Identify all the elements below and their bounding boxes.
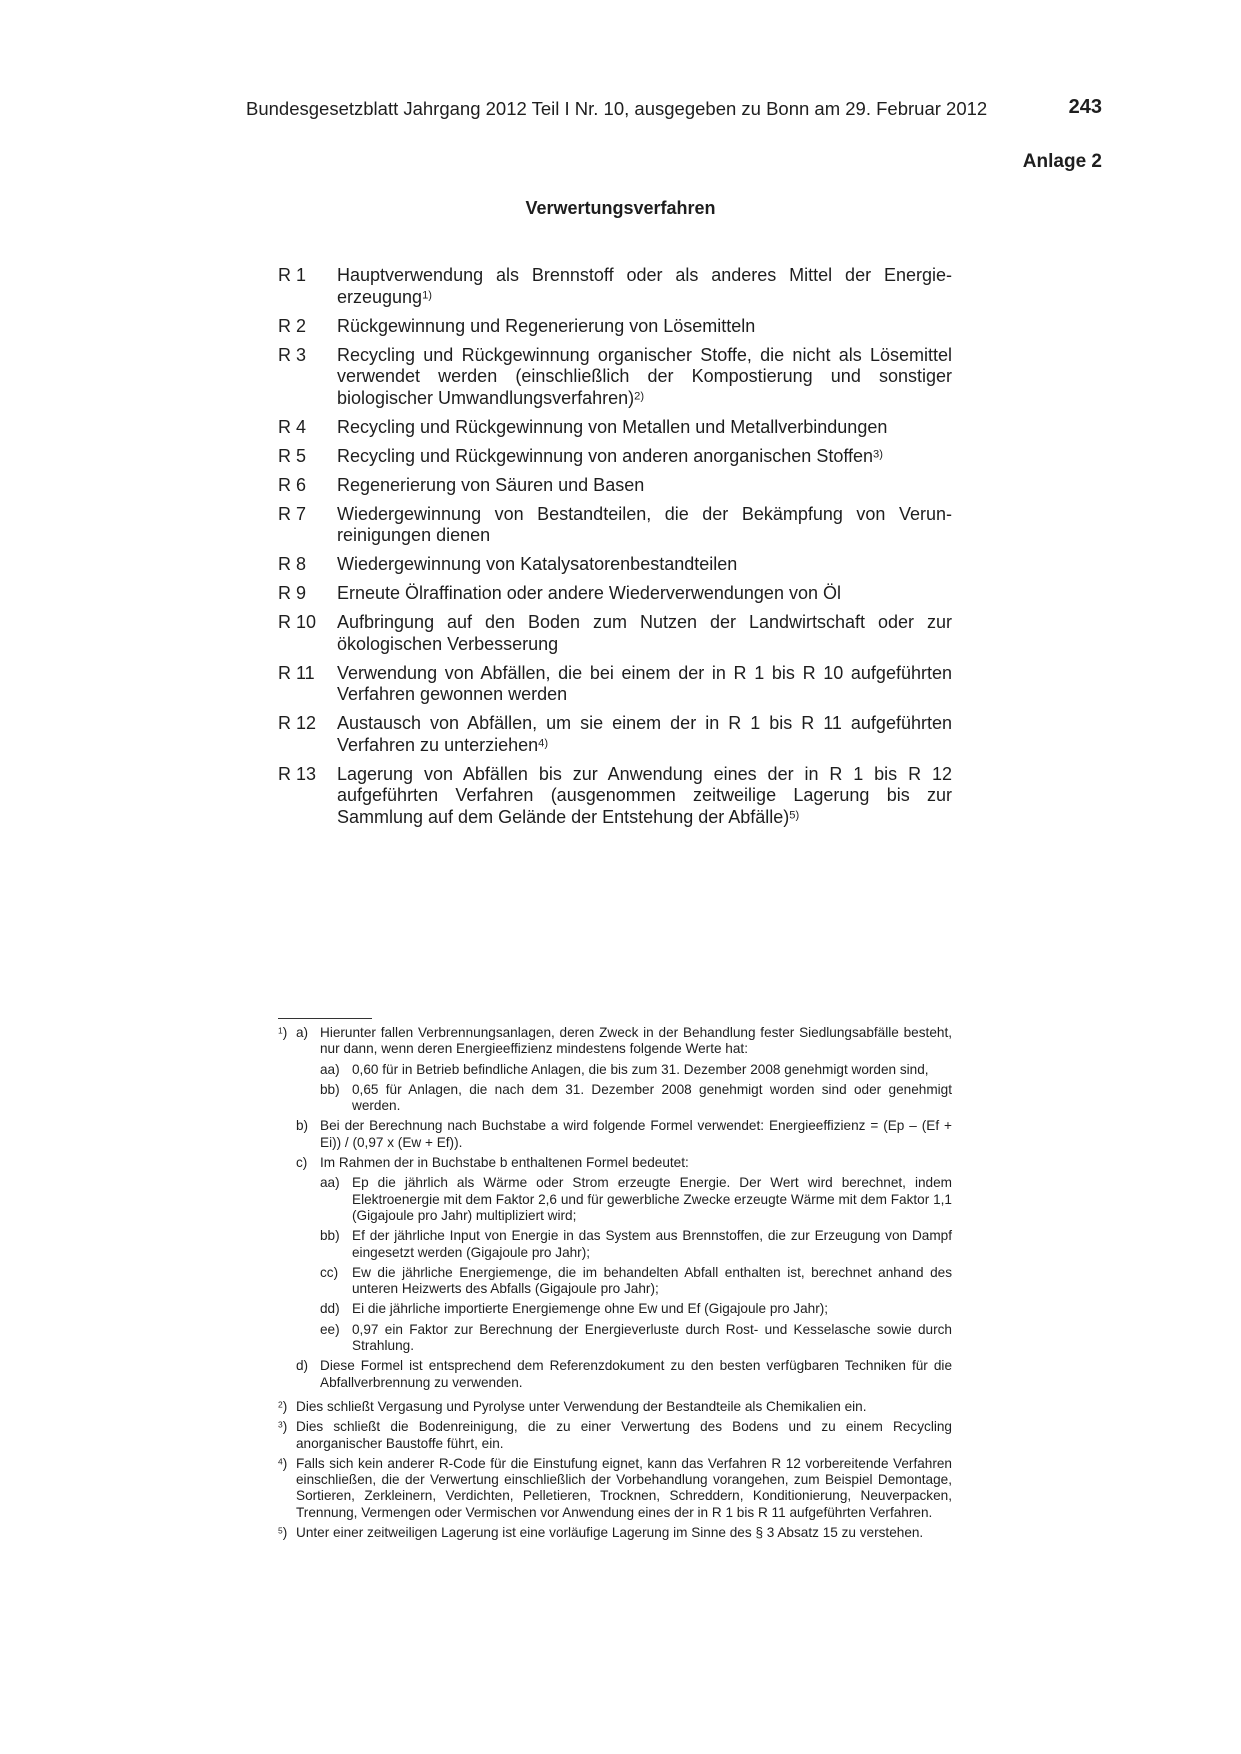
footnote-clause-b: b) Bei der Berechnung nach Buchstabe a wird folgende Formel verwendet: Energieeffizienz = (Ep – (Ef + Ei)) / (0,97 x (Ew + Ef)). [296, 1118, 952, 1150]
procedure-text: Verwendung von Abfällen, die bei einem der in R 1 bis R 10 aufgeführten Verfahren gewonnen werden [337, 662, 952, 704]
procedure-item [278, 417, 952, 439]
footnote-clause-d: d) Diese Formel ist entsprechend dem Referenzdokument zu den besten verfügbaren Techniken für die Abfallverbrennung zu verwenden. [296, 1358, 952, 1390]
footnote-clause-c: c) Im Rahmen der in Buchstabe b enthaltenen Formel bedeutet: [296, 1155, 689, 1171]
footnote-text: Unter einer zeitweiligen Lagerung ist eine vorläufige Lagerung im Sinne des § 3 Absatz 15 zu verstehen. [296, 1525, 924, 1541]
footnote-marker: $^2$) [278, 1398, 288, 1414]
footnote-3 [278, 1419, 952, 1452]
procedure-item [278, 663, 952, 706]
procedure-code: R 9 [278, 583, 307, 603]
footnote-subclause: aa) 0,60 für in Betrieb befindliche Anlagen, die bis zum 31. Dezember 2008 genehmigt worden sind, [320, 1061, 929, 1077]
procedure-text: Austausch von Abfällen, um sie einem der in R 1 bis R 11 aufgeführten Verfahren zu unterziehen$^{4)}$ [337, 713, 952, 755]
procedure-code: R 2 [278, 315, 307, 336]
procedure-text: Hauptverwendung als Brennstoff oder als anderes Mittel der Energieerzeugung$^{1)}$ [337, 265, 952, 307]
footnote-text: Dies schließt die Bodenreinigung, die zu einer Verwertung des Bodens und zu einem Recycling anorganischer Baustoffe führt, ein. [296, 1419, 952, 1451]
procedure-item [278, 475, 952, 497]
procedure-item [278, 554, 952, 576]
procedure-item [278, 764, 952, 829]
footnote-ref: 4) [538, 736, 549, 749]
footnote-subclause: bb) Ef der jährliche Input von Energie in das System aus Brennstoffen, die zur Erzeugung von Dampf eingesetzt werden (Gigajoule pro Jahr); [320, 1228, 952, 1260]
procedure-item [278, 345, 952, 410]
procedure-code: R 13 [278, 763, 317, 784]
section-title: Verwertungsverfahren [525, 198, 716, 218]
procedure-text: Regenerierung von Säuren und Basen [337, 474, 645, 495]
footnote-marker: $^5$) [278, 1525, 288, 1541]
procedure-code: R 10 [278, 612, 317, 632]
footnote-subclause: dd) Ei die jährliche importierte Energiemenge ohne Ew und Ef (Gigajoule pro Jahr); [320, 1301, 829, 1317]
annex-label: Anlage 2 [1022, 151, 1102, 172]
procedure-text: Erneute Ölraffination oder andere Wiederverwendungen von Öl [337, 583, 841, 603]
footnote-clause-a: a) Hierunter fallen Verbrennungsanlagen, deren Zweck in der Behandlung fester Siedlungsabfälle besteht, nur dann, wenn deren Energieeffizienz mindestens folgende Werte hat: [296, 1025, 952, 1057]
footnote-ref: 1) [422, 288, 432, 301]
procedure-code: R 11 [278, 662, 315, 683]
procedure-list [278, 265, 952, 836]
footnote-subclause: aa) Ep die jährlich als Wärme oder Strom erzeugte Energie. Der Wert wird berechnet, indem Elektroenergie mit dem Faktor 2,6 und für gewerbliche Zwecke erzeugte Wärme mit dem Faktor 1,1 (Gigajoule pro Jahr) multipliziert wird; [320, 1175, 952, 1223]
gazette-title: Bundesgesetzblatt Jahrgang 2012 Teil I Nr. 10, ausgegeben zu Bonn am 29. Februar 2012 [246, 98, 988, 119]
procedure-text: Recycling und Rückgewinnung von Metallen und Metallverbindungen [337, 416, 888, 437]
footnote-separator [278, 1018, 372, 1019]
procedure-text: Aufbringung auf den Boden zum Nutzen der Landwirtschaft oder zur ökologischen Verbesserung [337, 612, 952, 654]
footnote-5 [278, 1525, 952, 1541]
footnote-subclause: cc) Ew die jährliche Energiemenge, die im behandelten Abfall enthalten ist, berechnet anhand des unteren Heizwerts des Abfalls (Gigajoule pro Jahr); [320, 1264, 952, 1297]
procedure-text: Recycling und Rückgewinnung von anderen anorganischen Stoffen$^{3)}$ [337, 445, 883, 466]
procedure-code: R 7 [278, 503, 307, 524]
procedure-item [278, 612, 952, 655]
procedure-code: R 3 [278, 344, 307, 365]
procedure-item [278, 504, 952, 547]
footnote-body [296, 1025, 952, 1395]
footnote-marker: $^1$) [278, 1025, 288, 1040]
procedure-text: Wiedergewinnung von Bestandteilen, die der Bekämpfung von Verunreinigungen dienen [337, 503, 952, 545]
procedure-text: Wiedergewinnung von Katalysatorenbestandteilen [337, 554, 738, 574]
footnote-2 [278, 1399, 952, 1415]
procedure-text: Lagerung von Abfällen bis zur Anwendung eines der in R 1 bis R 12 aufgeführten Verfahren (ausgenommen zeitweilige Lagerung bis zur Sammlung auf dem Gelände der Entstehung der Abfälle)$^{5)}$ [337, 763, 952, 827]
procedure-code: R 5 [278, 445, 307, 466]
footnote-1 [278, 1025, 952, 1395]
procedure-code: R 1 [278, 265, 307, 285]
procedure-item [278, 583, 952, 605]
footnote-text: Falls sich kein anderer R-Code für die Einstufung eignet, kann das Verfahren R 12 vorbereitende Verfahren einschließen, die der Verwertung einschließlich der Vorbehandlung vorangehen, zum Beispiel Demontage, Sortieren, Zerkleinern, Verdichten, Pelletieren, Trocknen, Schreddern, Konditionierung, Neuverpacken, Trennung, Vermengen oder Vermischen vor Anwendung eines der in R 1 bis R 11 aufgeführten Verfahren. [296, 1455, 952, 1520]
footnote-marker: $^4$) [278, 1455, 288, 1471]
procedure-code: R 12 [278, 713, 317, 733]
footnote-subclause: bb) 0,65 für Anlagen, die nach dem 31. Dezember 2008 genehmigt worden sind oder genehmigt werden. [320, 1081, 952, 1114]
footnote-4 [278, 1456, 952, 1521]
procedure-item [278, 316, 952, 338]
footnote-ref: 5) [789, 808, 800, 821]
procedure-text: Recycling und Rückgewinnung organischer Stoffe, die nicht als Lösemittel verwendet werden (einschließlich der Kompostierung und sonstiger biologischer Umwandlungsverfahren)$^{2)}$ [337, 344, 952, 408]
procedure-item [278, 446, 952, 468]
procedure-item [278, 713, 952, 756]
procedure-code: R 4 [278, 416, 307, 437]
footnote-ref: 2) [634, 389, 645, 402]
procedure-item [278, 265, 952, 308]
procedure-code: R 8 [278, 554, 307, 574]
procedure-text: Rückgewinnung und Regenerierung von Lösemitteln [337, 315, 756, 336]
page-number: 243 [1068, 96, 1102, 118]
procedure-code: R 6 [278, 474, 307, 495]
footnote-ref: 3) [873, 447, 883, 460]
footnote-marker: $^3$) [278, 1419, 288, 1435]
footnote-text: Dies schließt Vergasung und Pyrolyse unter Verwendung der Bestandteile als Chemikalien ein. [296, 1398, 867, 1414]
page-header [246, 98, 1102, 128]
footnotes [278, 1025, 952, 1545]
footnote-subclause: ee) 0,97 ein Faktor zur Berechnung der Energieverluste durch Rost- und Kesselasche sowie durch Strahlung. [320, 1321, 952, 1354]
